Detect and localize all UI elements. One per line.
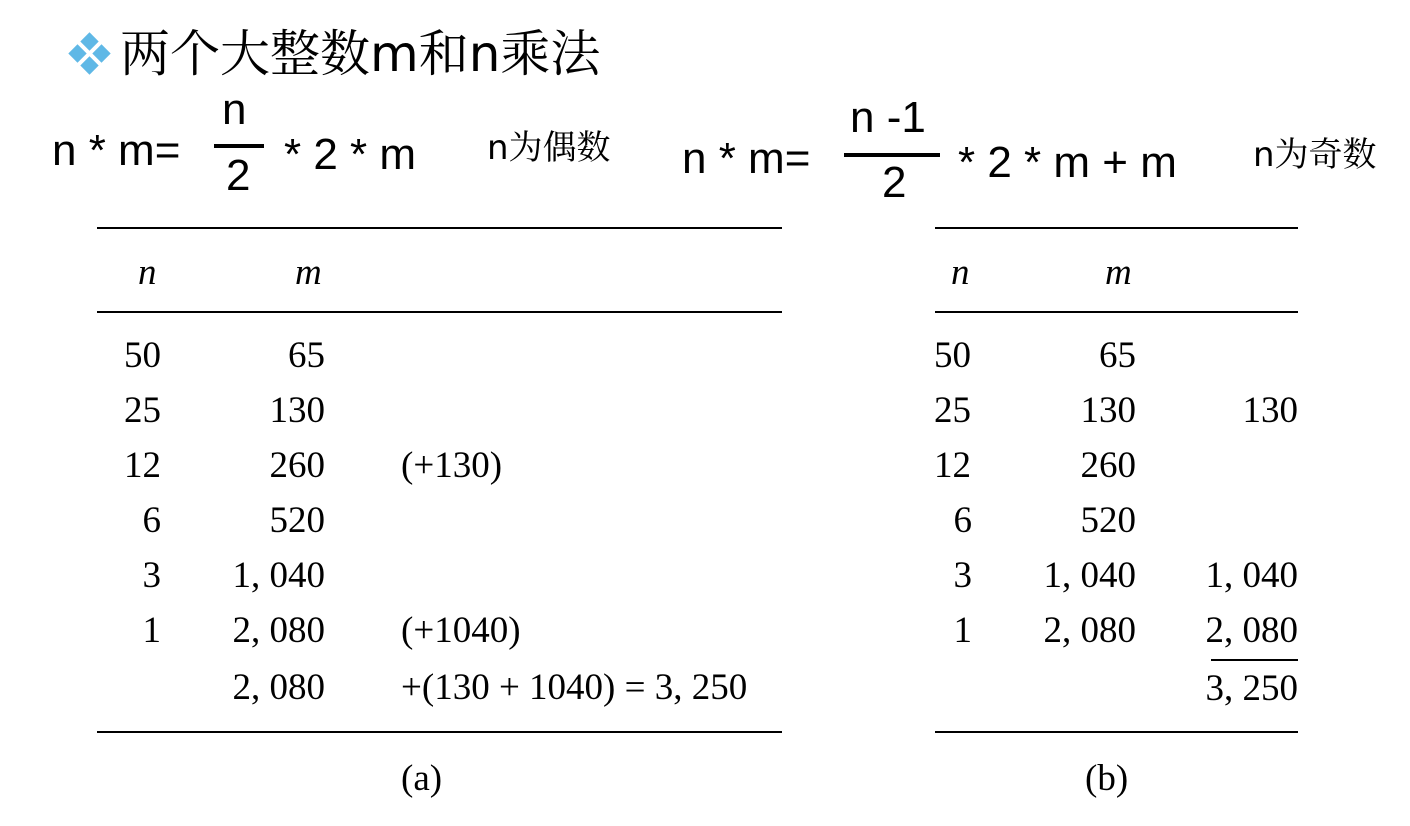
table-a-cell-m: 1, 040: [232, 555, 325, 596]
table-b-caption: (b): [1085, 758, 1129, 799]
formula-even-lhs: n * m=: [52, 126, 181, 175]
formula-odd-note: n为奇数: [1253, 135, 1377, 175]
table-b-bottom-rule: [935, 731, 1298, 733]
table-a-cell-m: 260: [269, 445, 325, 486]
table-a-cell-m: 65: [288, 335, 325, 376]
table-a-cell-n: 3: [142, 555, 161, 596]
formula-odd-denominator: 2: [882, 158, 907, 207]
table-a-cell-n: 25: [124, 390, 161, 431]
table-a-header-m: m: [295, 252, 322, 293]
formula-odd-numerator: n -1: [850, 93, 926, 142]
table-b-cell-m: 520: [1080, 500, 1136, 541]
table-a-cell-m: 520: [269, 500, 325, 541]
table-a-cell-note: (+130): [401, 445, 503, 486]
table-b-cell-m: 65: [1099, 335, 1136, 376]
formula-odd-lhs: n * m=: [682, 134, 811, 183]
title-text: 两个大整数m和n乘法: [120, 25, 601, 83]
table-a-bottom-rule: [97, 731, 782, 733]
table-b-cell-add: 1, 040: [1205, 555, 1298, 596]
table-a-cell-n: 6: [142, 500, 161, 541]
table-a-cell-m: 130: [269, 390, 325, 431]
table-b-top-rule: [935, 227, 1298, 229]
formula-odd-fraction-bar: [844, 153, 940, 157]
table-a-cell-n: 50: [124, 335, 161, 376]
slide-title: [70, 22, 600, 86]
formula-even-denominator: 2: [226, 151, 251, 200]
table-b-cell-m: 260: [1080, 445, 1136, 486]
table-b-cell-m: 2, 080: [1043, 610, 1136, 651]
table-b-cell-n: 1: [953, 610, 972, 651]
table-b-cell-n: 25: [934, 390, 971, 431]
table-a-caption: (a): [401, 758, 443, 799]
table-a-header-rule: [97, 311, 782, 313]
formula-even-rhs: * 2 * m: [284, 130, 417, 179]
table-a-header-n: n: [138, 252, 157, 293]
table-b-cell-m: 130: [1080, 390, 1136, 431]
table-a-cell-m: 2, 080: [232, 667, 325, 708]
table-b-header-rule: [935, 311, 1298, 313]
formula-even-fraction-bar: [214, 144, 264, 148]
table-a-cell-note: (+1040): [401, 610, 521, 651]
table-b-header-n: n: [951, 252, 970, 293]
formula-even-numerator: n: [222, 85, 247, 134]
table-a-cell-n: 1: [142, 610, 161, 651]
table-b-total: 3, 250: [1205, 668, 1298, 709]
table-a-cell-note: +(130 + 1040) = 3, 250: [401, 667, 748, 708]
table-b-cell-add: 130: [1242, 390, 1298, 431]
table-b-header-m: m: [1105, 252, 1132, 293]
table-b-cell-m: 1, 040: [1043, 555, 1136, 596]
table-b-sum-rule: [1211, 659, 1298, 661]
table-a-cell-n: 12: [124, 445, 161, 486]
formula-odd-rhs: * 2 * m + m: [958, 138, 1177, 187]
table-b-cell-n: 12: [934, 445, 971, 486]
formula-even-note: n为偶数: [487, 128, 611, 168]
table-a-cell-m: 2, 080: [232, 610, 325, 651]
table-b-cell-n: 6: [953, 500, 972, 541]
diamond-bullet-icon: [70, 34, 110, 74]
table-b-cell-n: 3: [953, 555, 972, 596]
table-b-cell-n: 50: [934, 335, 971, 376]
table-a-top-rule: [97, 227, 782, 229]
table-b-cell-add: 2, 080: [1205, 610, 1298, 651]
